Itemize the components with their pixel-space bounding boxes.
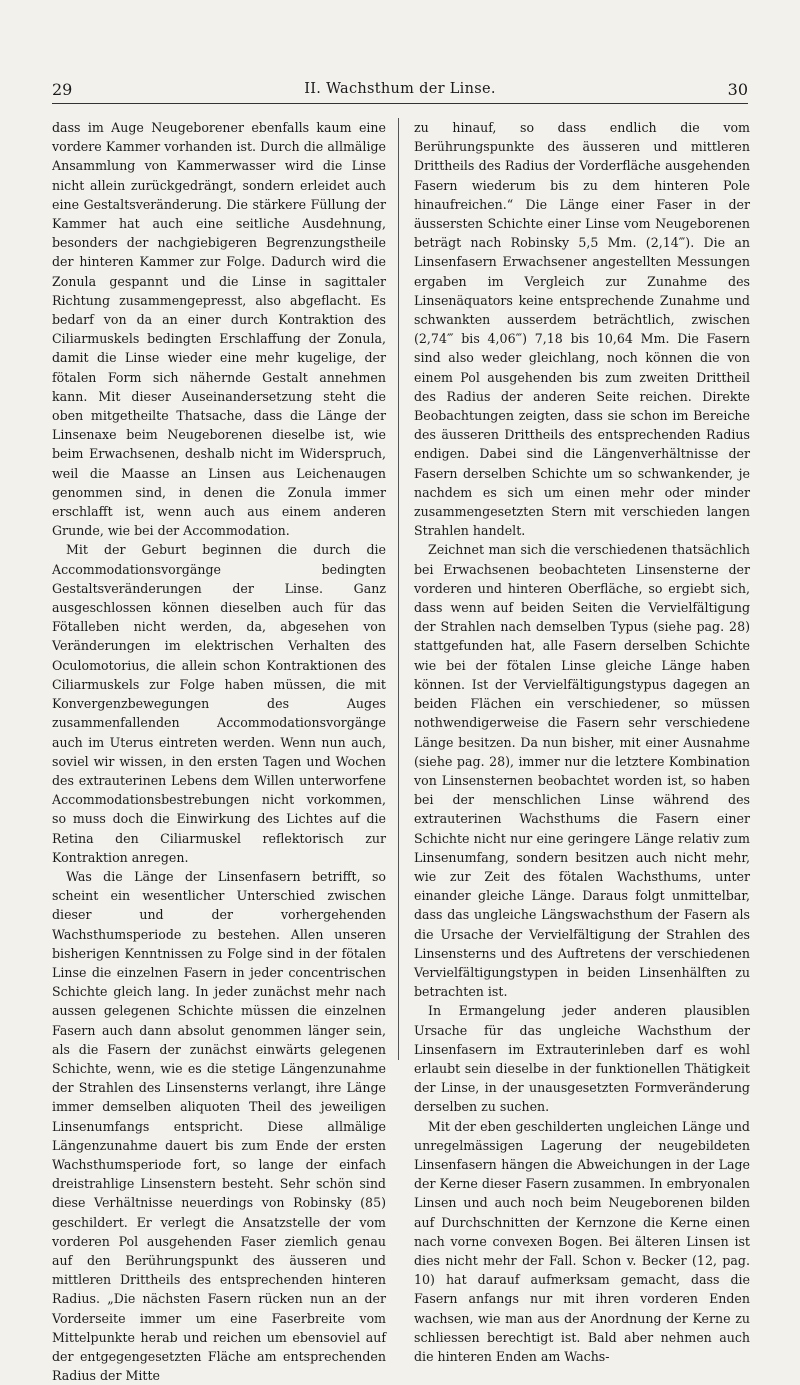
- header-rule: [52, 103, 748, 104]
- paragraph: Zeichnet man sich die verschiedenen thatsächlich bei Erwachsenen beobachteten Linsensterne der vorderen und hinteren Oberfläche, so ergiebt sich, dass wenn auf beiden Seiten die Vervielfältigung der Strahlen nach demselben Typus (siehe pag. 28) stattgefunden hat, alle Fasern derselben Schichte wie bei der fötalen Linse gleiche Länge haben können. Ist der Vervielfältigungstypus dagegen an beiden Flächen ein verschiedener, so müssen nothwendigerweise die Fasern sehr verschiedene Länge besitzen. Da nun bisher, mit einer Ausnahme (siehe pag. 28), immer nur die letztere Kombination von Linsensternen beobachtet worden ist, so haben bei der menschlichen Linse während des extrauterinen Wachsthums die Fasern einer Schichte nicht nur eine geringere Länge relativ zum Linsenumfang, sondern besitzen auch nicht mehr, wie zur Zeit des fötalen Wachsthums, unter einander gleiche Länge. Daraus folgt unmittelbar, dass das ungleiche Längswachsthum der Fasern als die Ursache der Vervielfältigung der Strahlen des Linsensterns und des Auftretens der verschiedenen Vervielfältigungstypen in beiden Linsenhälften zu betrachten ist.: [414, 542, 750, 1000]
- paragraph: Was die Länge der Linsenfasern betrifft, so scheint ein wesentlicher Unterschied zwischen dieser und der vorhergehenden Wachsthumsperiode zu bestehen. Allen unseren bisherigen Kenntnissen zu Folge sind in der fötalen Linse die einzelnen Fasern in jeder concentrischen Schichte gleich lang. In jeder zunächst mehr nach aussen gelegenen Schichte müssen die einzelnen Fasern auch dann absolut genommen länger sein, als die Fasern der zunächst einwärts gelegenen Schichte, wenn, wie es die stetige Längenzunahme der Strahlen des Linsensterns verlangt, ihre Länge immer demselben aliquoten Theil des jeweiligen Linsenumfangs entspricht. Diese allmälige Längenzunahme dauert bis zum Ende der ersten Wachsthumsperiode fort, so lange der einfach dreistrahlige Linsenstern besteht. Sehr schön sind diese Verhältnisse neuerdings von Robinsky (85) geschildert. Er verlegt die Ansatzstelle der vom vorderen Pol ausgehenden Faser ziemlich genau auf den Berührungspunkt des äusseren und mittleren Drittheils des entsprechenden hinteren Radius. „Die nächsten Fasern rücken nun an der Vorderseite immer um eine Faserbreite vom Mittelpunkte herab und reichen um ebensoviel auf der entgegengesetzten Fläche am entsprechenden Radius der Mitte: [52, 868, 386, 1384]
- paragraph: dass im Auge Neugeborener ebenfalls kaum eine vordere Kammer vorhanden ist. Durch die allmälige Ansammlung von Kammerwasser wird die Linse nicht allein zurückgedrängt, sondern erleidet auch eine Gestaltsveränderung. Die stärkere Füllung der Kammer hat auch eine seitliche Ausdehnung, besonders der nachgiebigeren Begrenzungstheile der hinteren Kammer zur Folge. Dadurch wird die Zonula gespannt und die Linse in sagittaler Richtung zusammengepresst, also abgeflacht. Es bedarf von da an einer durch Kontraktion des Ciliarmuskels bedingten Erschlaffung der Zonula, damit die Linse wieder eine mehr kugelige, der fötalen Form sich nähernde Gestalt annehmen kann. Mit dieser Auseinandersetzung steht die oben mitgetheilte Thatsache, dass die Länge der Linsenaxe beim Neugeborenen dieselbe ist, wie beim Erwachsenen, deshalb nicht im Widerspruch, weil die Maasse an Linsen aus Leichenaugen genommen sind, in denen die Zonula immer erschlafft ist, wenn auch aus einem anderen Grunde, wie bei der Accommodation.: [52, 120, 386, 539]
- paragraph: Mit der Geburt beginnen die durch die Accommodationsvorgänge bedingten Gestaltsveränderungen der Linse. Ganz ausgeschlossen können dieselben auch für das Fötalleben nicht werden, da, abgesehen von Veränderungen im elektrischen Verhalten des Oculomotorius, die allein schon Kontraktionen des Ciliarmuskels zur Folge haben müssen, die mit Konvergenzbewegungen des Auges zusammenfallenden Accommodationsvorgänge auch im Uterus eintreten werden. Wenn nun auch, soviel wir wissen, in den ersten Tagen und Wochen des extrauterinen Lebens dem Willen unterworfene Accommodationsbestrebungen nicht vorkommen, so muss doch die Einwirkung des Lichtes auf die Retina den Ciliarmuskel reflektorisch zur Kontraktion anregen.: [52, 542, 386, 865]
- left-column: [52, 118, 386, 1385]
- running-title: II. Wachsthum der Linse.: [304, 81, 496, 97]
- running-header: [52, 80, 748, 102]
- column-divider: [398, 118, 399, 1060]
- paragraph: In Ermangelung jeder anderen plausiblen Ursache für das ungleiche Wachsthum der Linsenfasern im Extrauterinleben darf es wohl erlaubt sein dieselbe in der funktionellen Thätigkeit der Linse, in der unausgesetzten Formveränderung derselben zu suchen.: [414, 1003, 750, 1115]
- right-column: [414, 118, 750, 1366]
- paragraph: zu hinauf, so dass endlich die vom Berührungspunkte des äusseren und mittleren Drittheils des Radius der Vorderfläche ausgehenden Fasern wiederum bis zu dem hinteren Pole hinaufreichen.“ Die Länge einer Faser in der äussersten Schichte einer Linse vom Neugeborenen beträgt nach Robinsky 5,5 Mm. (2,14‴). Die an Linsenfasern Erwachsener angestellten Messungen ergaben im Vergleich zur Zunahme des Linsenäquators keine entsprechende Zunahme und schwankten ausserdem beträchtlich, zwischen (2,74‴ bis 4,06‴) 7,18 bis 10,64 Mm. Die Fasern sind also weder gleichlang, noch können die von einem Pol ausgehenden bis zum zweiten Drittheil des Radius der anderen Seite reichen. Direkte Beobachtungen zeigten, dass sie schon im Bereiche des äusseren Drittheils des entsprechenden Radius endigen. Dabei sind die Längenverhältnisse der Fasern derselben Schichte um so schwankender, je nachdem es sich um einen mehr oder minder zusammengesetzten Stern mit verschieden langen Strahlen handelt.: [414, 120, 750, 539]
- paragraph: Mit der eben geschilderten ungleichen Länge und unregelmässigen Lagerung der neugebildeten Linsenfasern hängen die Abweichungen in der Lage der Kerne dieser Fasern zusammen. In embryonalen Linsen und auch noch beim Neugeborenen bilden auf Durchschnitten der Kernzone die Kerne einen nach vorne convexen Bogen. Bei älteren Linsen ist dies nicht mehr der Fall. Schon v. Becker (12, pag. 10) hat darauf aufmerksam gemacht, dass die Fasern anfangs nur mit ihren vorderen Enden wachsen, wie man aus der Anordnung der Kerne zu schliessen berechtigt ist. Bald aber nehmen auch die hinteren Enden am Wachs-: [414, 1118, 750, 1364]
- page-number-right: 30: [727, 80, 748, 99]
- page-number-left: 29: [52, 80, 73, 99]
